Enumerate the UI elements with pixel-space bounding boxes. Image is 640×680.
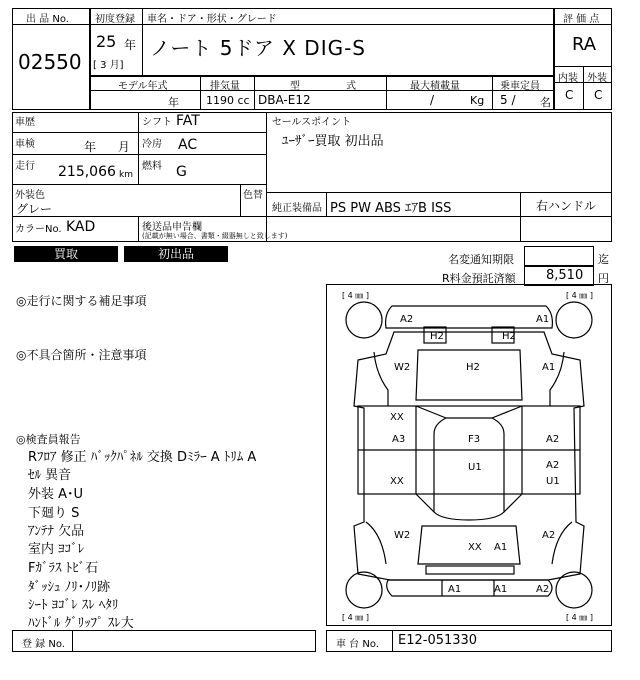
divider [138,216,139,242]
wheel-front-right [556,302,592,338]
mark-rear-door-right-2: U1 [546,476,560,487]
steering-side: 右ハンドル [536,199,597,213]
mark-rear-bumper-2: A1 [494,584,508,595]
divider [138,112,139,184]
divider [72,630,73,652]
license-plate [426,566,514,574]
sales-point: ﾕｰｻﾞｰ買取 初出品 [282,134,384,149]
rear-bumper [387,580,552,596]
wheel-front-left [346,302,382,338]
divider [326,192,327,216]
report-line: 下廻り S [28,506,80,521]
driving-notes-heading: ◎走行に関する補足事項 [16,294,147,308]
displacement-value: 1190 cc [206,94,250,107]
standard-equipment-label: 純正装備品 [272,203,322,214]
model-year-label: モデル年式 [118,81,168,92]
tire-tread-bottom-right: [ 4 ㎜ ] [566,613,593,622]
report-line: Fｶﾞﾗｽ ﾄﾋﾞ石 [28,561,99,576]
displacement-label: 排気量 [210,81,240,92]
mileage-unit: km [119,170,133,180]
ac-label: 冷房 [142,139,162,150]
color-change-label: 色替 [243,190,263,201]
shift-value: FAT [176,113,200,129]
standard-equipment: PS PW ABS ｴｱB ISS [330,201,452,216]
defects-heading: ◎不具合箇所・注意事項 [16,348,147,362]
divider [142,8,143,76]
first-registration-label: 初度登録 [95,14,135,25]
capacity-value: 5 / [500,93,516,107]
shift-label: シフト [142,117,172,128]
divider [392,630,393,652]
mark-rear-door-left: XX [390,476,404,487]
exterior-grade: C [594,88,603,102]
divider [254,76,255,110]
report-line: ｱﾝﾃﾅ 欠品 [28,524,85,539]
grade-value: RA [572,34,597,55]
mark-rear-bumper-3: A2 [536,584,550,595]
rear-quarter-left [366,522,386,564]
divider [12,184,266,185]
tire-tread-bottom-left: [ 4 ㎜ ] [342,613,369,622]
load-unit: Kg [470,94,485,107]
fuel-value: G [176,164,187,180]
mark-front-door-right: A2 [546,434,560,445]
divider [386,76,387,110]
divider [520,192,521,242]
report-line: Rﾌﾛｱ 修正 ﾊﾞｯｸﾊﾟﾈﾙ 交換 Dﾐﾗｰ A ﾄﾘﾑ A [28,450,257,465]
mark-roof: U1 [468,462,482,473]
max-load-label: 最大積載量 [410,81,460,92]
report-line: ｾﾙ 異音 [28,468,72,483]
model-year-unit: 年 [168,96,179,109]
mark-hood: H2 [466,362,480,373]
tire-tread-top-right: [ 4 ㎜ ] [566,291,593,300]
mark-fender-left: W2 [394,362,411,373]
car-name-label: 車名・ドア・形状・グレード [147,14,277,25]
mark-rear-bumper-1: A1 [448,584,462,595]
recycle-fee-unit: 円 [598,272,609,285]
report-line: ｼｰﾄ ﾖｺﾞﾚ ｽﾚ ﾍﾀﾘ [28,598,119,613]
hood [416,350,522,400]
capacity-label: 乗車定員 [500,81,540,92]
divider [583,66,584,110]
registration-year-unit: 年 [124,38,137,52]
color-number: KAD [66,219,96,235]
divider [266,192,612,193]
recycle-fee: 8,510 [546,268,584,283]
rear-quarter-right [552,522,572,564]
mark-quarter-right: A2 [542,530,556,541]
registration-number-label: 登 録 No. [22,639,65,650]
divider [200,76,201,110]
fender-right [550,352,564,406]
chassis-number-label: 車 台 No. [336,639,379,650]
name-change-deadline-box [524,246,594,266]
car-name: ノート 5ドア X DIG-S [150,36,367,60]
inspection-label: 車検 [15,139,35,150]
type-label: 型 [290,81,300,92]
fuel-label: 燃料 [142,161,162,172]
exterior-label: 外装 [587,73,607,84]
mark-rear-door-right-1: A2 [546,460,560,471]
divider [12,216,612,217]
registration-month: [ 3 月] [93,60,124,71]
registration-year: 25 [96,32,117,51]
post-items-label: 後送品申告欄 [142,222,202,233]
mark-rear-1: XX [468,542,482,553]
divider [12,154,266,155]
exterior-color-label: 外装色 [15,190,45,201]
exterior-color: グレー [16,202,53,216]
inspector-report-heading: ◎検査員報告 [16,433,81,446]
grade-label: 評 価 点 [563,14,600,25]
color-number-label: カラーNo. [15,224,62,235]
tire-tread-top-left: [ 4 ㎜ ] [342,291,369,300]
report-line: 室内 ﾖｺﾞﾚ [28,542,85,557]
mark-front-door-left-2: A3 [392,434,406,445]
mark-rear-2: A1 [494,542,508,553]
report-line: ﾀﾞｯｼｭ ﾉﾘ･ﾉﾘ跡 [28,580,111,595]
interior-label: 内装 [558,73,578,84]
first-listing-bar: 初出品 [124,246,228,262]
car-condition-diagram [326,284,612,626]
mark-quarter-left: W2 [394,530,411,541]
report-line: ﾊﾝﾄﾞﾙ ｸﾞﾘｯﾌﾟ ｽﾚ大 [28,616,134,631]
divider [266,112,267,242]
ac-value: AC [178,137,198,153]
inspection-value: 年 月 [84,140,130,154]
mark-headlight-left: H2 [430,331,444,342]
chassis-number: E12-051330 [398,633,478,648]
mark-front-bumper-left: A2 [400,314,414,325]
mark-fender-right: A1 [542,362,556,373]
name-change-unit: 迄 [598,253,609,266]
buy-bar: 買取 [14,246,118,262]
mileage-label: 走行 [15,161,35,172]
report-line: 外装 A･U [28,487,84,502]
mileage-value: 215,066 [58,164,116,180]
sales-point-label: セールスポイント [272,117,352,128]
recycle-fee-label: R料金預託済額 [442,272,516,285]
mark-windshield: F3 [468,434,481,445]
divider [12,132,266,133]
lot-number: 02550 [18,50,82,74]
type-label-2: 式 [346,81,356,92]
post-items-note: (記載が無い場合、書類・綴器無しと致します) [142,232,288,240]
interior-grade: C [565,88,574,102]
mark-front-door-left-1: XX [390,412,404,423]
history-label: 車歴 [15,117,35,128]
load-value: / [430,93,435,107]
fender-left [374,352,388,406]
mark-front-bumper-right: A1 [536,314,550,325]
divider [492,76,493,110]
lot-number-label: 出 品 No. [26,14,69,25]
divider [240,184,241,216]
mark-headlight-right: H2 [502,331,516,342]
capacity-unit: 名 [540,96,551,109]
type-value: DBA-E12 [258,93,311,107]
name-change-deadline-label: 名変通知期限 [448,253,514,266]
